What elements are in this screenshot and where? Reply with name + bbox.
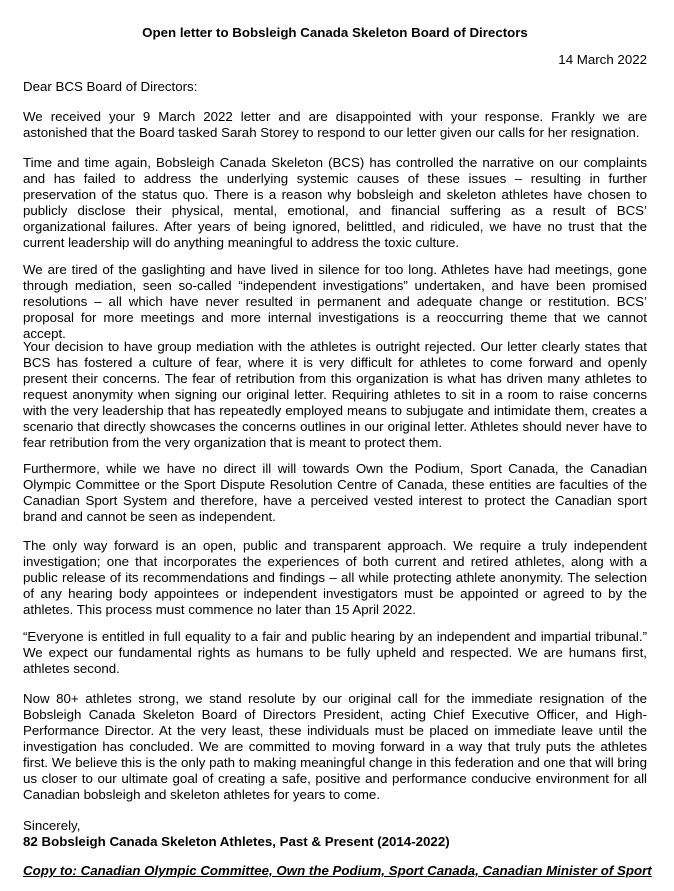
letter-title: Open letter to Bobsleigh Canada Skeleton Board of Directors: [142, 25, 528, 40]
closing: Sincerely,: [23, 818, 81, 833]
paragraph-3: We are tired of the gaslighting and have lived in silence for too long. Athletes have had meetings, gone through mediation, seen so-called “independent investigations” undertaken, and have been promised resolutions – all which have never resulted in permanent and adequate change or restitution. BCS’ proposal for more meetings and more internal investigations is a reoccurring theme that we cannot accept.: [23, 262, 647, 341]
paragraph-8: Now 80+ athletes strong, we stand resolute by our original call for the immediate resignation of the Bobsleigh Canada Skeleton Board of Directors President, acting Chief Executive Officer, and High-Performance Director. At the very least, these individuals must be placed on immediate leave until the investigation has concluded. We are committed to moving forward in a way that truly puts the athletes first. We believe this is the only path to making meaningful change in this federation and one that will bring us closer to our ultimate goal of creating a safe, positive and performance conducive environment for all Canadian bobsleigh and skeleton athletes for years to come.: [23, 691, 647, 802]
paragraph-1: We received your 9 March 2022 letter and are disappointed with your response. Frankly we are astonished that the Board tasked Sarah Storey to respond to our letter given our calls for her resignation.: [23, 109, 647, 140]
paragraph-4: Your decision to have group mediation with the athletes is outright rejected. Our letter clearly states that BCS has fostered a culture of fear, where it is very difficult for athletes to come forward and openly present their concerns. The fear of retribution from this organization is what has driven many athletes to request anonymity when signing our original letter. Requiring athletes to sit in a room to raise concerns with the very leadership that has repeatedly employed means to subjugate and intimidate them, creates a scenario that directly showcases the concerns outlines in our original letter. Athletes should never have to fear retribution from the very organization that is meant to protect them.: [23, 339, 647, 450]
salutation: Dear BCS Board of Directors:: [23, 79, 198, 94]
copy-to-line: Copy to: Canadian Olympic Committee, Own the Podium, Sport Canada, Canadian Minister of Sport: [23, 863, 652, 878]
paragraph-2: Time and time again, Bobsleigh Canada Skeleton (BCS) has controlled the narrative on our complaints and has failed to address the underlying systemic causes of these issues – resulting in further preservation of the status quo. There is a reason why bobsleigh and skeleton athletes have chosen to publicly disclose their physical, mental, emotional, and financial suffering as a result of BCS’ organizational failures. After years of being ignored, belittled, and ridiculed, we have no trust that the current leadership will do anything meaningful to address the toxic culture.: [23, 155, 647, 250]
signature: 82 Bobsleigh Canada Skeleton Athletes, Past & Present (2014-2022): [23, 834, 450, 849]
paragraph-5: Furthermore, while we have no direct ill will towards Own the Podium, Sport Canada, the Canadian Olympic Committee or the Sport Dispute Resolution Centre of Canada, these entities are faculties of the Canadian Sport System and therefore, have a perceived vested interest to protect the Canadian sport brand and cannot be seen as independent.: [23, 461, 647, 524]
paragraph-7: “Everyone is entitled in full equality to a fair and public hearing by an independent and impartial tribunal.” We expect our fundamental rights as humans to be fully upheld and respected. We are humans first, athletes second.: [23, 629, 647, 676]
letter-date: 14 March 2022: [558, 52, 647, 67]
paragraph-6: The only way forward is an open, public and transparent approach. We require a truly independent investigation; one that incorporates the experiences of both current and retired athletes, along with a public release of its recommendations and findings – all while protecting athlete anonymity. The selection of any hearing body appointees or independent investigators must be appointed or agreed to by the athletes. This process must commence no later than 15 April 2022.: [23, 538, 647, 617]
